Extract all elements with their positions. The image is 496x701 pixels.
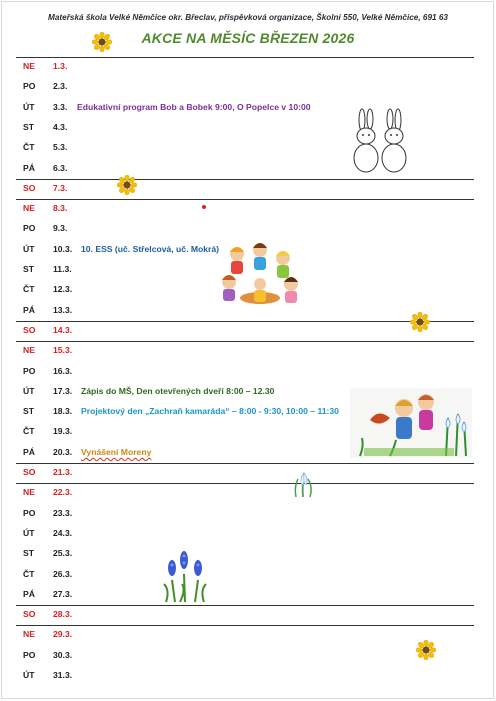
date-label: 8.3. bbox=[53, 203, 68, 213]
date-label: 28.3. bbox=[53, 609, 73, 619]
date-label: 30.3. bbox=[53, 650, 73, 660]
event-text: Edukativní program Bob a Bobek 9:00, O Popelce v 10:00 bbox=[77, 102, 311, 112]
red-dot bbox=[202, 205, 206, 209]
day-label: PO bbox=[23, 223, 36, 233]
calendar-row bbox=[0, 670, 496, 684]
calendar-row bbox=[0, 122, 496, 136]
date-label: 13.3. bbox=[53, 305, 73, 315]
event-text: 10. ESS (uč. Střelcová, uč. Mokrá) bbox=[81, 244, 220, 254]
date-label: 22.3. bbox=[53, 487, 73, 497]
day-label: SO bbox=[23, 325, 36, 335]
day-label: ÚT bbox=[23, 670, 35, 680]
day-label: PO bbox=[23, 81, 36, 91]
calendar-row bbox=[0, 609, 496, 623]
date-label: 18.3. bbox=[53, 406, 73, 416]
date-label: 7.3. bbox=[53, 183, 68, 193]
day-label: PÁ bbox=[23, 163, 35, 173]
day-label: NE bbox=[23, 203, 35, 213]
date-label: 15.3. bbox=[53, 345, 73, 355]
date-label: 10.3. bbox=[53, 244, 73, 254]
date-label: 9.3. bbox=[53, 223, 68, 233]
sunflower-icon bbox=[410, 312, 430, 332]
calendar-row bbox=[0, 589, 496, 603]
day-label: PO bbox=[23, 650, 36, 660]
date-label: 2.3. bbox=[53, 81, 68, 91]
day-label: PO bbox=[23, 366, 36, 376]
date-label: 24.3. bbox=[53, 528, 73, 538]
day-label: SO bbox=[23, 467, 36, 477]
day-label: ST bbox=[23, 264, 34, 274]
page-title: AKCE NA MĚSÍC BŘEZEN 2026 bbox=[141, 30, 355, 46]
week-divider bbox=[16, 463, 474, 464]
event-text: Projektový den „Zachraň kamaráda“ – 8:00 - 9:30, 10:00 – 11:30 bbox=[81, 406, 339, 416]
date-label: 25.3. bbox=[53, 548, 73, 558]
date-label: 11.3. bbox=[53, 264, 72, 274]
calendar-row bbox=[0, 345, 496, 359]
day-label: PÁ bbox=[23, 305, 35, 315]
school-header: Mateřská škola Velké Němčice okr. Břeclav, příspěvková organizace, Školní 550, Velké Němčice, 691 63 bbox=[48, 13, 448, 22]
day-label: ÚT bbox=[23, 528, 35, 538]
week-divider bbox=[16, 625, 474, 626]
date-label: 5.3. bbox=[53, 142, 68, 152]
date-label: 26.3. bbox=[53, 569, 73, 579]
date-label: 20.3. bbox=[53, 447, 73, 457]
day-label: ST bbox=[23, 122, 34, 132]
week-divider bbox=[16, 57, 474, 58]
calendar-row bbox=[0, 61, 496, 75]
event-text: Vynášení Moreny bbox=[81, 447, 152, 457]
date-label: 21.3. bbox=[53, 467, 73, 477]
day-label: ČT bbox=[23, 569, 35, 579]
date-label: 4.3. bbox=[53, 122, 68, 132]
day-label: NE bbox=[23, 345, 35, 355]
calendar-row bbox=[0, 223, 496, 237]
day-label: PO bbox=[23, 508, 36, 518]
week-divider bbox=[16, 483, 474, 484]
calendar-row bbox=[0, 142, 496, 156]
calendar-row bbox=[0, 487, 496, 501]
day-label: ST bbox=[23, 406, 34, 416]
date-label: 3.3. bbox=[53, 102, 68, 112]
children-circle-icon bbox=[217, 240, 303, 316]
day-label: NE bbox=[23, 629, 35, 639]
calendar-row bbox=[0, 81, 496, 95]
sunflower-icon bbox=[117, 175, 137, 195]
day-label: SO bbox=[23, 609, 36, 619]
date-label: 16.3. bbox=[53, 366, 73, 376]
calendar-row bbox=[0, 548, 496, 562]
spring-children-icon bbox=[350, 388, 472, 458]
day-label: PÁ bbox=[23, 447, 35, 457]
snowdrop-icon bbox=[288, 463, 318, 497]
day-label: PÁ bbox=[23, 589, 35, 599]
date-label: 23.3. bbox=[53, 508, 73, 518]
date-label: 29.3. bbox=[53, 629, 73, 639]
calendar-row bbox=[0, 163, 496, 177]
calendar-row bbox=[0, 569, 496, 583]
calendar-row bbox=[0, 366, 496, 380]
date-label: 27.3. bbox=[53, 589, 73, 599]
week-divider bbox=[16, 341, 474, 342]
date-label: 31.3. bbox=[53, 670, 73, 680]
day-label: ÚT bbox=[23, 244, 35, 254]
day-label: ST bbox=[23, 548, 34, 558]
calendar-row bbox=[0, 528, 496, 542]
calendar-row bbox=[0, 183, 496, 197]
calendar-row bbox=[0, 203, 496, 217]
date-label: 17.3. bbox=[53, 386, 73, 396]
date-label: 14.3. bbox=[53, 325, 73, 335]
week-divider bbox=[16, 179, 474, 180]
day-label: SO bbox=[23, 183, 36, 193]
calendar-row bbox=[0, 102, 496, 116]
date-label: 19.3. bbox=[53, 426, 73, 436]
day-label: ČT bbox=[23, 142, 35, 152]
hyacinth-icon bbox=[160, 550, 210, 602]
week-divider bbox=[16, 199, 474, 200]
day-label: ČT bbox=[23, 284, 35, 294]
calendar-row bbox=[0, 508, 496, 522]
week-divider bbox=[16, 321, 474, 322]
bunnies-icon bbox=[348, 108, 412, 174]
day-label: NE bbox=[23, 61, 35, 71]
day-label: ÚT bbox=[23, 102, 35, 112]
date-label: 12.3. bbox=[53, 284, 73, 294]
week-divider bbox=[16, 605, 474, 606]
day-label: ČT bbox=[23, 426, 35, 436]
sunflower-icon bbox=[416, 640, 436, 660]
calendar-row bbox=[0, 467, 496, 481]
day-label: ÚT bbox=[23, 386, 35, 396]
date-label: 1.3. bbox=[53, 61, 68, 71]
date-label: 6.3. bbox=[53, 163, 68, 173]
event-text: Zápis do MŠ, Den otevřených dveří 8:00 – 12.30 bbox=[81, 386, 275, 396]
day-label: NE bbox=[23, 487, 35, 497]
